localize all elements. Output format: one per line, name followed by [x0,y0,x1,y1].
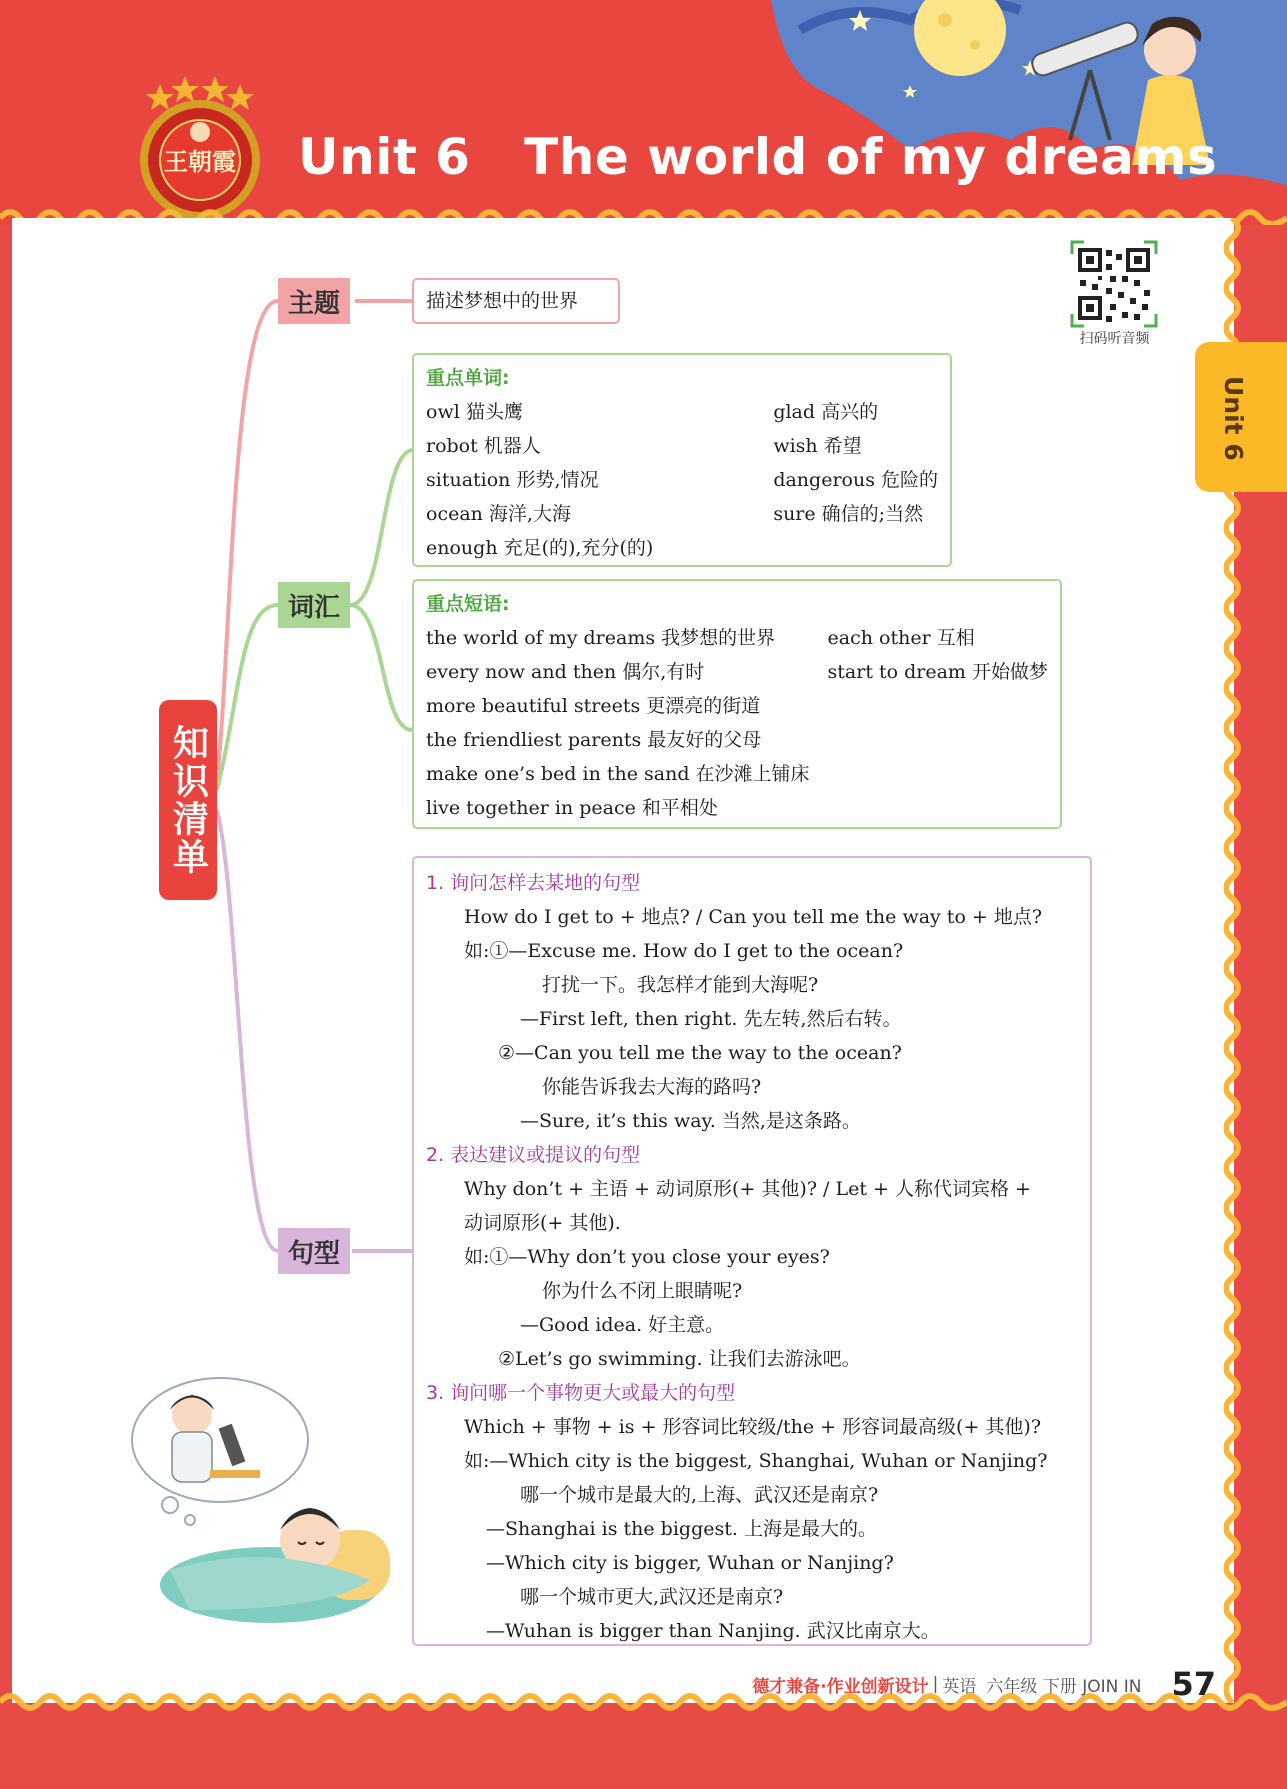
pattern-line: —First left, then right. 先左转,然后右转。 [520,1008,902,1030]
pattern-line: How do I get to + 地点? / Can you tell me the way to + 地点? [464,906,1043,928]
phrase-item: live together in peace 和平相处 [426,797,718,819]
phrase-item: the world of my dreams 我梦想的世界 [426,627,776,649]
pattern-line: —Good idea. 好主意。 [520,1314,725,1336]
phrase-item: the friendliest parents 最友好的父母 [426,729,762,751]
pattern-line: 哪一个城市更大,武汉还是南京? [520,1586,784,1608]
key-words-list [426,395,938,565]
pattern-line: ②Let’s go swimming. 让我们去游泳吧。 [498,1348,861,1370]
word-item: robot 机器人 [426,435,541,457]
word-item: enough 充足(的),充分(的) [426,537,654,559]
pattern-line: 打扰一下。我怎样才能到大海呢? [542,974,819,996]
pattern-line: Which + 事物 + is + 形容词比较级/the + 形容词最高级(+ 其他)? [464,1416,1042,1438]
qr-code-icon[interactable] [1070,240,1158,328]
pattern-line: 哪一个城市是最大的,上海、武汉还是南京? [520,1484,879,1506]
node-sentence-patterns: 句型 [278,1228,350,1274]
side-tab-label: Unit 6 [1219,376,1248,461]
key-words-left-column [426,395,773,565]
unit-title: Unit 6 The world of my dreams [298,128,1218,186]
pattern-3-title: 3. 询问哪一个事物更大或最大的句型 [426,1382,736,1404]
pattern-2-title: 2. 表达建议或提议的句型 [426,1144,641,1166]
pattern-line: —Wuhan is bigger than Nanjing. 武汉比南京大。 [486,1620,940,1642]
word-item: sure 确信的;当然 [773,503,924,525]
key-phrases-left-column [426,621,828,825]
qr-code-label: 扫码听音频 [1079,331,1150,347]
pattern-line: 动词原形(+ 其他). [464,1212,621,1234]
key-phrases-right-column [828,621,1048,825]
key-phrases-box [412,579,1062,829]
key-phrases-title: 重点短语: [426,593,510,615]
footer-grade: 六年级 下册 JOIN IN [986,1676,1142,1697]
node-vocabulary: 词汇 [278,582,350,628]
pattern-line: 如:—Which city is the biggest, Shanghai, Wuhan or Nanjing? [464,1450,1048,1472]
svg-text:王朝霞: 王朝霞 [164,147,236,176]
page-footer [676,1664,1216,1704]
word-item: glad 高兴的 [773,401,879,423]
footer-series-name: 德才兼备·作业创新设计 [752,1676,929,1697]
word-item: situation 形势,情况 [426,469,599,491]
phrase-item: more beautiful streets 更漂亮的街道 [426,695,761,717]
pattern-line: —Sure, it’s this way. 当然,是这条路。 [520,1110,861,1132]
pattern-line: Why don’t + 主语 + 动词原形(+ 其他)? / Let + 人称代词宾格 + [464,1178,1031,1200]
pattern-line: ②—Can you tell me the way to the ocean? [498,1042,902,1064]
pattern-line: 如:①—Excuse me. How do I get to the ocean? [464,940,904,962]
word-item: owl 猫头鹰 [426,401,523,423]
word-item: ocean 海洋,大海 [426,503,571,525]
page-number: 57 [1171,1665,1216,1703]
phrase-item: make one’s bed in the sand 在沙滩上铺床 [426,763,810,785]
word-item: wish 希望 [773,435,862,457]
theme-box [412,278,620,324]
unit-side-tab[interactable] [1195,342,1287,492]
pattern-1-title: 1. 询问怎样去某地的句型 [426,872,641,894]
pattern-line: 如:①—Why don’t you close your eyes? [464,1246,830,1268]
word-item: dangerous 危险的 [773,469,938,491]
footer-separator: | [932,1674,939,1694]
phrase-item: every now and then 偶尔,有时 [426,661,705,683]
phrase-item: start to dream 开始做梦 [827,661,1048,683]
phrase-item: each other 互相 [827,627,975,649]
mindmap-root [159,700,217,900]
node-theme: 主题 [278,278,350,324]
key-words-title: 重点单词: [426,367,510,389]
key-phrases-list [426,621,1048,825]
pattern-line: —Which city is bigger, Wuhan or Nanjing? [486,1552,894,1574]
sentence-patterns-box [412,856,1092,1646]
pattern-line: 你能告诉我去大海的路吗? [542,1076,762,1098]
key-words-right-column [773,395,938,565]
page-header [0,0,1287,225]
dreaming-kids-illustration [130,1370,400,1630]
pattern-line: 你为什么不闭上眼睛呢? [542,1280,743,1302]
pattern-line: —Shanghai is the biggest. 上海是最大的。 [486,1518,877,1540]
theme-content: 描述梦想中的世界 [426,290,579,312]
key-words-box [412,353,952,567]
mindmap-root-label: 知识清单 [167,724,209,876]
footer-subject: 英语 [942,1676,977,1697]
